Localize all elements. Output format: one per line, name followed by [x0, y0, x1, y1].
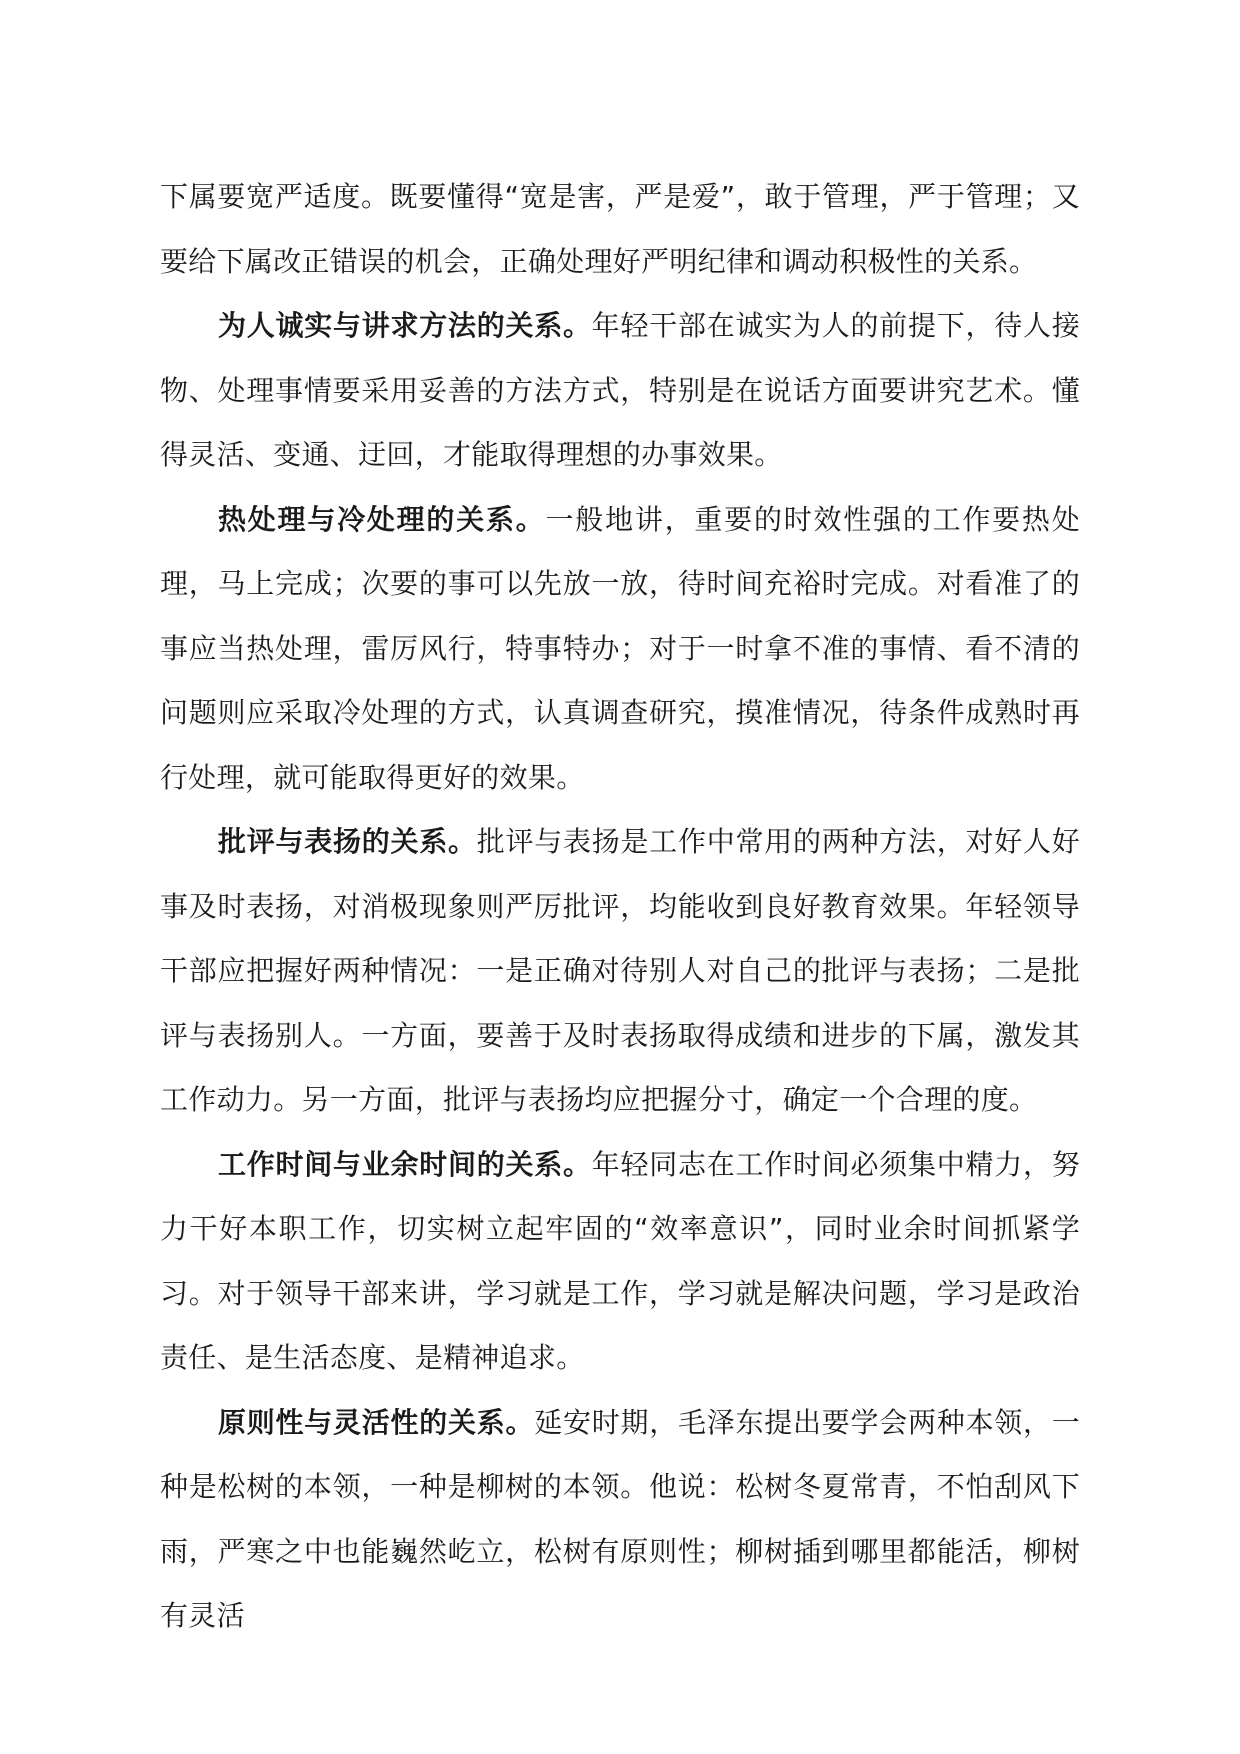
- paragraph-hot-and-cold-handling: [160, 488, 1080, 811]
- paragraph-body: 下属要宽严适度。既要懂得“宽是害，严是爱”，敢于管理，严于管理；又要给下属改正错误的机会，正确处理好严明纪律和调动积极性的关系。: [160, 180, 1080, 278]
- paragraph-body: 延安时期，毛泽东提出要学会两种本领，一种是松树的本领，一种是柳树的本领。他说：松树冬夏常青，不怕刮风下雨，严寒之中也能巍然屹立，松树有原则性；柳树插到哪里都能活，柳树有灵活: [160, 1405, 1080, 1632]
- paragraph-honesty-and-method: [160, 294, 1080, 488]
- paragraph-body: 年轻干部在诚实为人的前提下，待人接物、处理事情要采用妥善的方法方式，特别是在说话方面要讲究艺术。懂得灵活、变通、迂回，才能取得理想的办事效果。: [160, 309, 1081, 471]
- paragraph-work-and-leisure-time: [160, 1133, 1080, 1391]
- paragraph-heading: 工作时间与业余时间的关系。: [218, 1147, 592, 1181]
- paragraph-heading: 原则性与灵活性的关系。: [218, 1405, 535, 1439]
- paragraph-continuation: [160, 165, 1080, 294]
- paragraph-heading: 批评与表扬的关系。: [218, 825, 477, 858]
- paragraph-heading: 为人诚实与讲求方法的关系。: [218, 309, 592, 342]
- paragraph-criticism-and-praise: [160, 810, 1080, 1133]
- paragraph-body: 一般地讲，重要的时效性强的工作要热处理，马上完成；次要的事可以先放一放，待时间充裕时完成。对看准了的事应当热处理，雷厉风行，特事特办；对于一时拿不准的事情、看不清的问题则应采取冷处理的方式，认真调查研究，摸准情况，待条件成熟时再行处理，就可能取得更好的效果。: [160, 502, 1080, 794]
- paragraph-body: 批评与表扬是工作中常用的两种方法，对好人好事及时表扬，对消极现象则严厉批评，均能收到良好教育效果。年轻领导干部应把握好两种情况：一是正确对待别人对自己的批评与表扬；二是批评与表扬别人。一方面，要善于及时表扬取得成绩和进步的下属，激发其工作动力。另一方面，批评与表扬均应把握分寸，确定一个合理的度。: [160, 825, 1080, 1116]
- paragraph-body: 年轻同志在工作时间必须集中精力，努力干好本职工作，切实树立起牢固的“效率意识”，同时业余时间抓紧学习。对于领导干部来讲，学习就是工作，学习就是解决问题，学习是政治责任、是生活态度、是精神追求。: [160, 1147, 1081, 1374]
- paragraph-principle-and-flexibility: [160, 1391, 1080, 1649]
- paragraph-heading: 热处理与冷处理的关系。: [218, 502, 546, 536]
- document-page: [160, 165, 1080, 1649]
